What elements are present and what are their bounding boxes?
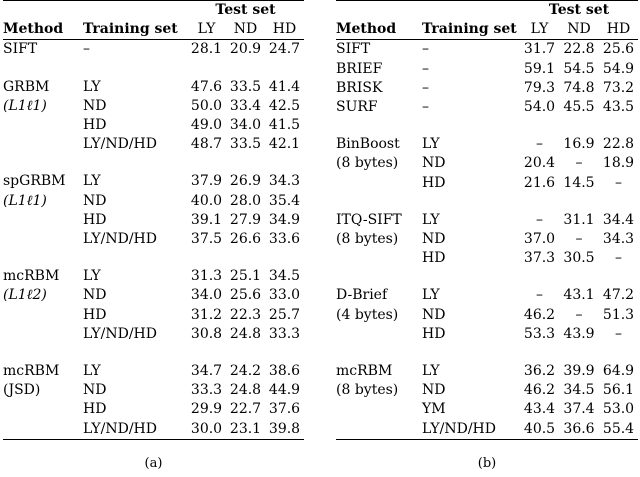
- training-set-cell: LY: [422, 363, 440, 380]
- method-empty: [3, 135, 83, 154]
- training-set-cell: YM: [422, 401, 446, 418]
- value-cell: –: [615, 174, 622, 191]
- value-cell: –: [536, 136, 543, 153]
- value-cell: 22.8: [602, 136, 635, 153]
- value-cell: 25.1: [229, 268, 262, 285]
- method-empty: [3, 211, 83, 230]
- table-row: [336, 230, 638, 249]
- value-cell: 34.0: [229, 117, 262, 134]
- training-set-cell: LY/ND/HD: [83, 420, 157, 437]
- training-set-cell: ND: [83, 97, 107, 114]
- value-cell: 54.9: [602, 60, 635, 77]
- value-cell: –: [575, 306, 583, 323]
- group-spacer: [336, 268, 638, 286]
- value-cell: 30.5: [563, 250, 595, 267]
- value-cell: 24.7: [268, 41, 301, 58]
- table-row: [3, 135, 304, 154]
- table-row: [336, 362, 638, 381]
- value-cell: 28.0: [229, 192, 262, 209]
- value-cell: 54.5: [563, 60, 595, 77]
- value-cell: 39.8: [268, 420, 301, 437]
- col-header-hd: HD: [599, 20, 638, 40]
- value-cell: 24.2: [229, 363, 262, 380]
- caption-b: (b): [477, 456, 497, 471]
- table-row: [3, 211, 304, 230]
- value-cell: –: [615, 250, 622, 267]
- value-cell: 53.3: [523, 325, 556, 342]
- col-header-nd: ND: [226, 20, 265, 40]
- value-cell: 33.5: [229, 136, 262, 153]
- value-cell: 36.6: [563, 420, 595, 437]
- group-spacer: [336, 344, 638, 362]
- value-cell: 48.7: [190, 136, 223, 153]
- table-a-body: [3, 40, 304, 439]
- group-spacer: [3, 154, 304, 172]
- value-cell: 42.5: [268, 97, 301, 114]
- training-set-cell: HD: [83, 401, 107, 418]
- value-cell: 29.9: [190, 401, 223, 418]
- table-row: [3, 267, 304, 286]
- table-row: [336, 381, 638, 400]
- value-cell: 34.3: [268, 173, 301, 190]
- value-cell: 44.9: [268, 382, 301, 399]
- table-row: [336, 420, 638, 440]
- table-b-body: [336, 40, 638, 439]
- method-name: GRBM: [3, 78, 50, 95]
- value-cell: 33.3: [268, 325, 301, 342]
- value-cell: 34.5: [563, 382, 595, 399]
- test-set-header: Test set: [215, 2, 276, 18]
- value-cell: 74.8: [563, 79, 595, 96]
- training-set-cell: HD: [422, 325, 446, 342]
- value-cell: 31.3: [190, 268, 223, 285]
- caption-a: (a): [144, 456, 163, 471]
- test-set-header: Test set: [548, 2, 610, 18]
- value-cell: –: [615, 325, 622, 342]
- value-cell: 79.3: [523, 79, 556, 96]
- value-cell: 22.7: [229, 401, 262, 418]
- value-cell: 31.1: [563, 211, 595, 228]
- method-name: SURF: [336, 99, 378, 116]
- value-cell: 34.3: [602, 231, 635, 248]
- value-cell: 42.1: [268, 136, 301, 153]
- value-cell: 49.0: [190, 117, 223, 134]
- training-set-cell: HD: [422, 174, 446, 191]
- value-cell: 30.8: [190, 325, 223, 342]
- value-cell: 27.9: [229, 211, 262, 228]
- group-spacer: [3, 249, 304, 267]
- training-set-cell: HD: [83, 117, 107, 134]
- training-set-cell: HD: [83, 306, 107, 323]
- value-cell: 37.9: [190, 173, 223, 190]
- method-empty: [3, 400, 83, 419]
- table-row: [336, 79, 638, 98]
- table-row: [336, 40, 638, 60]
- table-row: [336, 154, 638, 173]
- col-header-ly: LY: [187, 20, 226, 40]
- value-cell: 43.1: [563, 287, 595, 304]
- method-name: BRISK: [336, 79, 383, 96]
- value-cell: 46.2: [523, 382, 556, 399]
- method-name: BRIEF: [336, 60, 383, 77]
- value-cell: 33.4: [229, 97, 262, 114]
- value-cell: 64.9: [602, 363, 635, 380]
- group-spacer: [3, 344, 304, 362]
- method-empty: [3, 420, 83, 440]
- table-row: [3, 325, 304, 344]
- method-subtitle: (8 bytes): [336, 382, 399, 399]
- method-name: ITQ-SIFT: [336, 211, 402, 228]
- table-row: [3, 172, 304, 191]
- table-row: [3, 381, 304, 400]
- method-subtitle: (8 bytes): [336, 155, 399, 172]
- table-row: [3, 116, 304, 135]
- method-name: SIFT: [3, 41, 38, 58]
- group-spacer: [336, 117, 638, 135]
- table-row: [336, 60, 638, 79]
- col-header-nd: ND: [559, 20, 599, 40]
- table-row: [3, 420, 304, 440]
- training-set-cell: LY: [422, 211, 440, 228]
- method-subtitle: (JSD): [3, 382, 41, 399]
- value-cell: 37.5: [190, 231, 223, 248]
- value-cell: 25.7: [268, 306, 301, 323]
- header-row-top: [336, 1, 638, 21]
- table-row: [336, 98, 638, 117]
- value-cell: 36.2: [523, 363, 556, 380]
- training-set-cell: ND: [83, 287, 107, 304]
- value-cell: 41.5: [268, 117, 301, 134]
- table-row: [336, 286, 638, 305]
- value-cell: 47.2: [602, 287, 635, 304]
- table-row: [336, 211, 638, 230]
- training-set-cell: LY/ND/HD: [83, 325, 157, 342]
- value-cell: 34.4: [602, 211, 635, 228]
- method-empty: [3, 325, 83, 344]
- training-set-cell: ND: [422, 306, 446, 323]
- value-cell: 37.4: [563, 401, 595, 418]
- value-cell: 22.3: [229, 306, 262, 323]
- value-cell: 33.6: [268, 231, 301, 248]
- table-row: [3, 78, 304, 97]
- value-cell: 37.3: [523, 250, 556, 267]
- value-cell: 45.5: [563, 99, 595, 116]
- training-set-cell: –: [83, 41, 90, 58]
- table-row: [336, 306, 638, 325]
- method-empty: [3, 306, 83, 325]
- value-cell: 59.1: [523, 60, 556, 77]
- value-cell: –: [575, 231, 583, 248]
- table-row: [3, 230, 304, 249]
- value-cell: 26.9: [229, 173, 262, 190]
- value-cell: 41.4: [268, 78, 301, 95]
- table-row: [3, 286, 304, 305]
- value-cell: 14.5: [563, 174, 595, 191]
- value-cell: 16.9: [563, 136, 595, 153]
- training-set-cell: ND: [83, 192, 107, 209]
- table-row: [336, 174, 638, 193]
- value-cell: 20.4: [523, 155, 556, 172]
- value-cell: 25.6: [602, 41, 635, 58]
- value-cell: –: [536, 287, 543, 304]
- method-subtitle: (4 bytes): [336, 306, 399, 323]
- training-set-cell: ND: [83, 382, 107, 399]
- training-set-header: Training set: [83, 20, 187, 40]
- value-cell: 47.6: [190, 78, 223, 95]
- value-cell: 38.6: [268, 363, 301, 380]
- method-name: mcRBM: [336, 363, 393, 380]
- table-row: [3, 40, 304, 60]
- group-spacer: [3, 60, 304, 78]
- value-cell: 24.8: [229, 325, 262, 342]
- value-cell: 28.1: [190, 41, 223, 58]
- table-row: [336, 325, 638, 344]
- value-cell: 25.6: [229, 287, 262, 304]
- training-set-cell: HD: [422, 250, 446, 267]
- table-row: [336, 249, 638, 268]
- value-cell: 43.9: [563, 325, 595, 342]
- value-cell: 55.4: [602, 420, 635, 437]
- col-header-ly: LY: [520, 20, 559, 40]
- value-cell: 53.0: [602, 401, 635, 418]
- value-cell: 39.9: [563, 363, 595, 380]
- table-row: [3, 400, 304, 419]
- training-set-header: Training set: [422, 20, 520, 40]
- method-empty: [336, 325, 422, 344]
- value-cell: 26.6: [229, 231, 262, 248]
- training-set-cell: –: [422, 79, 429, 96]
- value-cell: 33.0: [268, 287, 301, 304]
- value-cell: –: [575, 155, 583, 172]
- training-set-cell: ND: [422, 382, 446, 399]
- training-set-cell: LY: [83, 268, 101, 285]
- value-cell: 21.6: [523, 174, 556, 191]
- training-set-cell: –: [422, 41, 429, 58]
- value-cell: 31.7: [523, 41, 556, 58]
- method-empty: [336, 174, 422, 193]
- header-row: [3, 20, 304, 40]
- method-name: D-Brief: [336, 287, 388, 304]
- value-cell: 34.5: [268, 268, 301, 285]
- value-cell: 56.1: [602, 382, 635, 399]
- group-spacer: [336, 193, 638, 211]
- value-cell: 73.2: [602, 79, 635, 96]
- value-cell: 18.9: [602, 155, 635, 172]
- value-cell: 30.0: [190, 420, 223, 437]
- value-cell: 37.6: [268, 401, 301, 418]
- value-cell: 33.3: [190, 382, 223, 399]
- value-cell: 40.5: [523, 420, 556, 437]
- method-name: mcRBM: [3, 268, 60, 285]
- col-header-hd: HD: [265, 20, 304, 40]
- training-set-cell: LY/ND/HD: [422, 420, 496, 437]
- value-cell: 35.4: [268, 192, 301, 209]
- training-set-cell: LY: [422, 136, 440, 153]
- value-cell: 22.8: [563, 41, 595, 58]
- training-set-cell: LY: [83, 363, 101, 380]
- value-cell: 34.7: [190, 363, 223, 380]
- value-cell: 23.1: [229, 420, 262, 437]
- table-a: [3, 0, 304, 471]
- training-set-cell: –: [422, 60, 429, 77]
- value-cell: 37.0: [523, 231, 556, 248]
- value-cell: 24.8: [229, 382, 262, 399]
- training-set-cell: LY/ND/HD: [83, 231, 157, 248]
- method-name: BinBoost: [336, 136, 400, 153]
- method-name: mcRBM: [3, 363, 60, 380]
- header-row: [336, 20, 638, 40]
- value-cell: 34.9: [268, 211, 301, 228]
- value-cell: 51.3: [602, 306, 635, 323]
- method-empty: [336, 420, 422, 440]
- training-set-cell: LY: [422, 287, 440, 304]
- method-empty: [3, 116, 83, 135]
- training-set-cell: –: [422, 99, 429, 116]
- table-row: [3, 362, 304, 381]
- training-set-cell: HD: [83, 211, 107, 228]
- training-set-cell: LY: [83, 173, 101, 190]
- table-row: [336, 135, 638, 154]
- method-empty: [3, 230, 83, 249]
- training-set-cell: LY/ND/HD: [83, 136, 157, 153]
- method-subtitle: (L1ℓ1): [3, 97, 47, 114]
- training-set-cell: ND: [422, 155, 446, 172]
- table-row: [3, 97, 304, 116]
- method-subtitle: (L1ℓ1): [3, 192, 47, 209]
- method-subtitle: (L1ℓ2): [3, 287, 47, 304]
- method-empty: [336, 249, 422, 268]
- value-cell: 43.5: [602, 99, 635, 116]
- training-set-cell: LY: [83, 78, 101, 95]
- table-row: [3, 306, 304, 325]
- method-header: Method: [3, 20, 83, 40]
- value-cell: 39.1: [190, 211, 223, 228]
- value-cell: 46.2: [523, 306, 556, 323]
- training-set-cell: ND: [422, 231, 446, 248]
- table-row: [3, 192, 304, 211]
- method-header: Method: [336, 20, 422, 40]
- header-row-top: [3, 1, 304, 21]
- method-name: SIFT: [336, 41, 371, 58]
- value-cell: 31.2: [190, 306, 223, 323]
- value-cell: 43.4: [523, 401, 556, 418]
- value-cell: 20.9: [229, 41, 262, 58]
- value-cell: 50.0: [190, 97, 223, 114]
- value-cell: 33.5: [229, 78, 262, 95]
- method-subtitle: (8 bytes): [336, 231, 399, 248]
- value-cell: 54.0: [523, 99, 556, 116]
- table-b: [336, 0, 638, 471]
- method-empty: [336, 400, 422, 419]
- value-cell: 34.0: [190, 287, 223, 304]
- value-cell: 40.0: [190, 192, 223, 209]
- method-name: spGRBM: [3, 173, 66, 190]
- value-cell: –: [536, 211, 543, 228]
- table-row: [336, 400, 638, 419]
